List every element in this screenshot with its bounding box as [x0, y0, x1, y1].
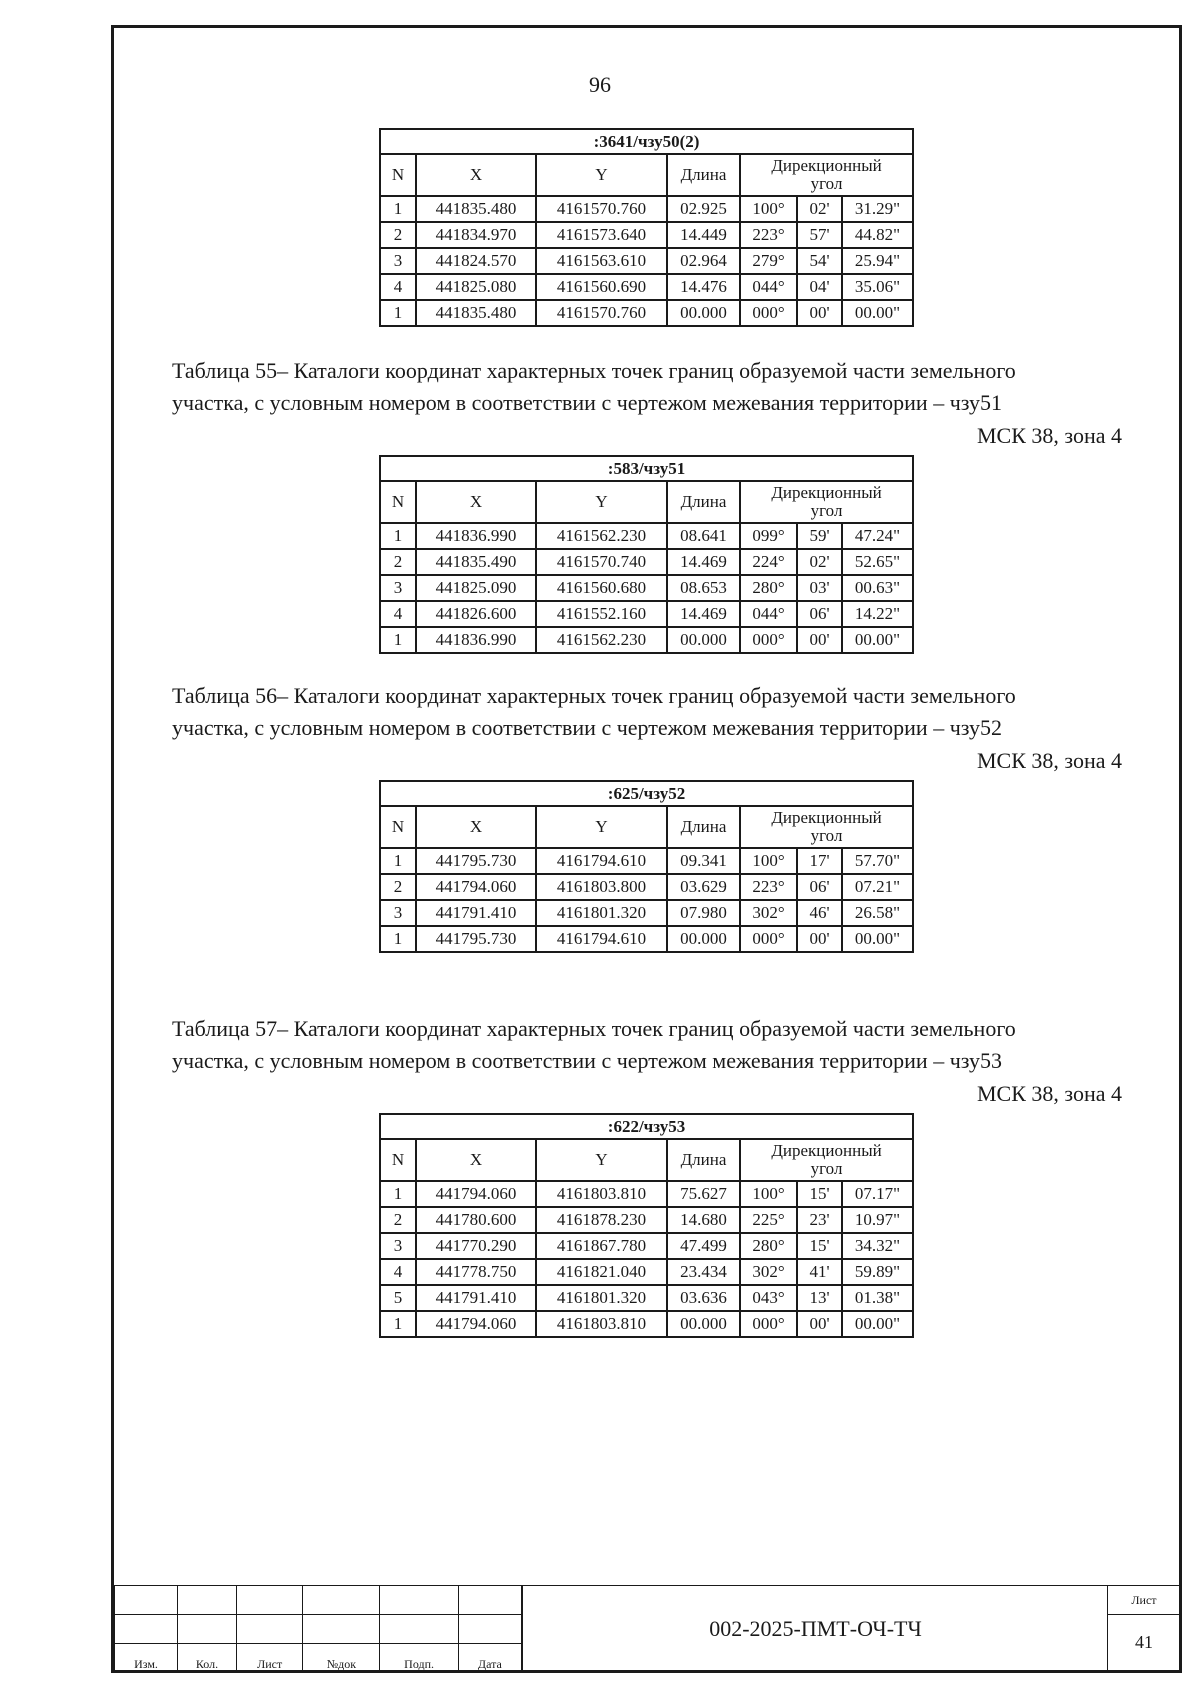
point-number: 1 [380, 300, 416, 326]
caption-line: участка, с условным номером в соответствии с чертежом межевания территории – чзу53 [172, 1048, 1002, 1073]
table-title-row [380, 456, 913, 481]
sheet-box [1107, 1585, 1180, 1671]
header-azimuth-line: угол [810, 174, 843, 193]
header-azimuth-line: угол [810, 501, 843, 520]
coord-x: 441836.990 [416, 523, 536, 549]
coord-y: 4161560.690 [536, 274, 667, 300]
segment-length: 23.434 [667, 1259, 740, 1285]
header-n: N [380, 1139, 416, 1181]
coord-y: 4161570.740 [536, 549, 667, 575]
segment-length: 47.499 [667, 1233, 740, 1259]
header-azimuth [740, 1139, 913, 1181]
coord-y: 4161563.610 [536, 248, 667, 274]
coord-y: 4161570.760 [536, 300, 667, 326]
coord-x: 441825.080 [416, 274, 536, 300]
azimuth-degrees: 100° [740, 1181, 797, 1207]
coordinate-table [379, 780, 914, 953]
coordinate-table [379, 128, 914, 327]
azimuth-minutes: 46' [797, 900, 842, 926]
coord-y: 4161803.800 [536, 874, 667, 900]
coord-x: 441778.750 [416, 1259, 536, 1285]
point-number: 1 [380, 926, 416, 952]
azimuth-seconds: 00.00" [842, 300, 913, 326]
table-row [380, 1311, 913, 1337]
coordinate-table [379, 455, 914, 654]
crs-label: МСК 38, зона 4 [976, 423, 1122, 448]
coord-x: 441835.490 [416, 549, 536, 575]
table-row [380, 874, 913, 900]
point-number: 4 [380, 601, 416, 627]
coord-y: 4161570.760 [536, 196, 667, 222]
stamp-col-label: Изм. [115, 1644, 178, 1673]
table-row [380, 196, 913, 222]
azimuth-seconds: 00.00" [842, 627, 913, 653]
azimuth-seconds: 57.70" [842, 848, 913, 874]
segment-length: 75.627 [667, 1181, 740, 1207]
azimuth-degrees: 000° [740, 300, 797, 326]
point-number: 3 [380, 900, 416, 926]
segment-length: 14.469 [667, 601, 740, 627]
stamp-col-label: Дата [458, 1644, 521, 1673]
azimuth-seconds: 34.32" [842, 1233, 913, 1259]
caption-line: участка, с условным номером в соответствии с чертежом межевания территории – чзу51 [172, 390, 1002, 415]
azimuth-seconds: 26.58" [842, 900, 913, 926]
coord-x: 441825.090 [416, 575, 536, 601]
coord-y: 4161562.230 [536, 627, 667, 653]
point-number: 3 [380, 248, 416, 274]
stamp-col-label: №док [303, 1644, 380, 1673]
coord-x: 441791.410 [416, 900, 536, 926]
azimuth-degrees: 279° [740, 248, 797, 274]
caption-line: Таблица 57– Каталоги координат характерных точек границ образуемой части земельного [172, 1016, 1016, 1041]
point-number: 1 [380, 523, 416, 549]
caption-line: участка, с условным номером в соответствии с чертежом межевания территории – чзу52 [172, 715, 1002, 740]
segment-length: 14.449 [667, 222, 740, 248]
coord-y: 4161794.610 [536, 848, 667, 874]
table-row [380, 575, 913, 601]
header-azimuth-line: угол [810, 1159, 843, 1178]
document-code: 002-2025-ПМТ-ОЧ-ТЧ [522, 1585, 1108, 1671]
caption-line: Таблица 55– Каталоги координат характерных точек границ образуемой части земельного [172, 358, 1016, 383]
coord-x: 441794.060 [416, 1311, 536, 1337]
azimuth-minutes: 00' [797, 1311, 842, 1337]
header-x: X [416, 806, 536, 848]
azimuth-degrees: 000° [740, 926, 797, 952]
header-n: N [380, 806, 416, 848]
table-row [380, 601, 913, 627]
header-azimuth [740, 154, 913, 196]
point-number: 2 [380, 1207, 416, 1233]
coord-y: 4161878.230 [536, 1207, 667, 1233]
table-row [380, 274, 913, 300]
crs-label: МСК 38, зона 4 [976, 748, 1122, 773]
segment-length: 03.636 [667, 1285, 740, 1311]
table-row [380, 627, 913, 653]
table-row [380, 1207, 913, 1233]
point-number: 3 [380, 1233, 416, 1259]
azimuth-degrees: 000° [740, 627, 797, 653]
azimuth-minutes: 06' [797, 874, 842, 900]
azimuth-degrees: 100° [740, 196, 797, 222]
sheet-number: 41 [1135, 1632, 1153, 1652]
azimuth-minutes: 23' [797, 1207, 842, 1233]
azimuth-minutes: 03' [797, 575, 842, 601]
azimuth-minutes: 04' [797, 274, 842, 300]
point-number: 2 [380, 549, 416, 575]
azimuth-minutes: 02' [797, 196, 842, 222]
coord-x: 441780.600 [416, 1207, 536, 1233]
table-row [380, 1259, 913, 1285]
table-header-row [380, 1139, 913, 1181]
revision-grid [114, 1585, 522, 1673]
coord-x: 441770.290 [416, 1233, 536, 1259]
header-y: Y [536, 481, 667, 523]
header-azimuth [740, 481, 913, 523]
segment-length: 14.680 [667, 1207, 740, 1233]
azimuth-seconds: 47.24" [842, 523, 913, 549]
azimuth-degrees: 099° [740, 523, 797, 549]
table-row [380, 848, 913, 874]
table-row [380, 1285, 913, 1311]
azimuth-degrees: 044° [740, 274, 797, 300]
table-row [380, 926, 913, 952]
azimuth-minutes: 00' [797, 926, 842, 952]
header-length: Длина [667, 481, 740, 523]
header-azimuth-line: угол [810, 826, 843, 845]
coord-x: 441824.570 [416, 248, 536, 274]
azimuth-seconds: 07.17" [842, 1181, 913, 1207]
coord-y: 4161803.810 [536, 1311, 667, 1337]
coord-y: 4161552.160 [536, 601, 667, 627]
segment-length: 02.925 [667, 196, 740, 222]
coord-x: 441795.730 [416, 848, 536, 874]
azimuth-seconds: 00.63" [842, 575, 913, 601]
azimuth-degrees: 223° [740, 222, 797, 248]
azimuth-seconds: 00.00" [842, 1311, 913, 1337]
segment-length: 08.641 [667, 523, 740, 549]
header-y: Y [536, 806, 667, 848]
azimuth-degrees: 044° [740, 601, 797, 627]
azimuth-minutes: 41' [797, 1259, 842, 1285]
table-title-row [380, 1114, 913, 1139]
table-title-row [380, 129, 913, 154]
segment-length: 02.964 [667, 248, 740, 274]
azimuth-minutes: 54' [797, 248, 842, 274]
azimuth-seconds: 00.00" [842, 926, 913, 952]
coord-x: 441794.060 [416, 874, 536, 900]
header-length: Длина [667, 1139, 740, 1181]
coordinate-table [379, 1113, 914, 1338]
header-azimuth [740, 806, 913, 848]
segment-length: 03.629 [667, 874, 740, 900]
header-y: Y [536, 154, 667, 196]
header-azimuth-line: Дирекционный [771, 483, 882, 502]
coord-y: 4161573.640 [536, 222, 667, 248]
point-number: 3 [380, 575, 416, 601]
coord-x: 441794.060 [416, 1181, 536, 1207]
azimuth-minutes: 06' [797, 601, 842, 627]
azimuth-minutes: 13' [797, 1285, 842, 1311]
azimuth-seconds: 07.21" [842, 874, 913, 900]
azimuth-seconds: 01.38" [842, 1285, 913, 1311]
coord-y: 4161821.040 [536, 1259, 667, 1285]
azimuth-seconds: 35.06" [842, 274, 913, 300]
table-row [380, 300, 913, 326]
point-number: 2 [380, 874, 416, 900]
header-azimuth-line: Дирекционный [771, 808, 882, 827]
coord-x: 441834.970 [416, 222, 536, 248]
table-title-row [380, 781, 913, 806]
coord-y: 4161794.610 [536, 926, 667, 952]
azimuth-degrees: 000° [740, 1311, 797, 1337]
coord-x: 441826.600 [416, 601, 536, 627]
point-number: 4 [380, 1259, 416, 1285]
table-row [380, 900, 913, 926]
table-caption [172, 355, 1122, 419]
segment-length: 00.000 [667, 1311, 740, 1337]
crs-label: МСК 38, зона 4 [976, 1081, 1122, 1106]
coord-y: 4161801.320 [536, 1285, 667, 1311]
coord-y: 4161560.680 [536, 575, 667, 601]
header-x: X [416, 481, 536, 523]
table-title: :625/чзу52 [380, 781, 913, 806]
azimuth-minutes: 17' [797, 848, 842, 874]
stamp-col-label: Лист [237, 1644, 303, 1673]
table-row [380, 1181, 913, 1207]
azimuth-degrees: 302° [740, 900, 797, 926]
table-row [380, 222, 913, 248]
coord-y: 4161562.230 [536, 523, 667, 549]
azimuth-degrees: 100° [740, 848, 797, 874]
azimuth-degrees: 223° [740, 874, 797, 900]
title-block [114, 1585, 1179, 1670]
table-header-row [380, 806, 913, 848]
azimuth-degrees: 225° [740, 1207, 797, 1233]
azimuth-seconds: 59.89" [842, 1259, 913, 1285]
header-length: Длина [667, 806, 740, 848]
point-number: 1 [380, 1311, 416, 1337]
segment-length: 00.000 [667, 300, 740, 326]
header-x: X [416, 1139, 536, 1181]
point-number: 1 [380, 848, 416, 874]
header-x: X [416, 154, 536, 196]
point-number: 1 [380, 627, 416, 653]
azimuth-degrees: 280° [740, 575, 797, 601]
azimuth-degrees: 043° [740, 1285, 797, 1311]
segment-length: 00.000 [667, 926, 740, 952]
header-n: N [380, 481, 416, 523]
table-caption [172, 680, 1122, 744]
coord-x: 441795.730 [416, 926, 536, 952]
table-row [380, 248, 913, 274]
azimuth-minutes: 57' [797, 222, 842, 248]
point-number: 5 [380, 1285, 416, 1311]
stamp-col-label: Подп. [380, 1644, 458, 1673]
azimuth-seconds: 31.29" [842, 196, 913, 222]
segment-length: 09.341 [667, 848, 740, 874]
azimuth-seconds: 25.94" [842, 248, 913, 274]
coord-y: 4161803.810 [536, 1181, 667, 1207]
segment-length: 07.980 [667, 900, 740, 926]
azimuth-minutes: 02' [797, 549, 842, 575]
point-number: 4 [380, 274, 416, 300]
table-row [380, 1233, 913, 1259]
segment-length: 08.653 [667, 575, 740, 601]
header-azimuth-line: Дирекционный [771, 1141, 882, 1160]
coord-x: 441791.410 [416, 1285, 536, 1311]
point-number: 1 [380, 196, 416, 222]
header-y: Y [536, 1139, 667, 1181]
azimuth-minutes: 00' [797, 627, 842, 653]
point-number: 1 [380, 1181, 416, 1207]
azimuth-degrees: 280° [740, 1233, 797, 1259]
header-azimuth-line: Дирекционный [771, 156, 882, 175]
sheet-label: Лист [1108, 1586, 1180, 1615]
table-title: :3641/чзу50(2) [380, 129, 913, 154]
azimuth-seconds: 14.22" [842, 601, 913, 627]
azimuth-minutes: 15' [797, 1181, 842, 1207]
segment-length: 14.476 [667, 274, 740, 300]
table-row [380, 549, 913, 575]
segment-length: 14.469 [667, 549, 740, 575]
azimuth-degrees: 224° [740, 549, 797, 575]
coord-y: 4161867.780 [536, 1233, 667, 1259]
coord-y: 4161801.320 [536, 900, 667, 926]
azimuth-seconds: 44.82" [842, 222, 913, 248]
coord-x: 441835.480 [416, 300, 536, 326]
table-caption [172, 1013, 1122, 1077]
azimuth-minutes: 59' [797, 523, 842, 549]
point-number: 2 [380, 222, 416, 248]
header-n: N [380, 154, 416, 196]
header-length: Длина [667, 154, 740, 196]
azimuth-seconds: 52.65" [842, 549, 913, 575]
azimuth-degrees: 302° [740, 1259, 797, 1285]
coord-x: 441835.480 [416, 196, 536, 222]
azimuth-minutes: 00' [797, 300, 842, 326]
table-title: :622/чзу53 [380, 1114, 913, 1139]
table-title: :583/чзу51 [380, 456, 913, 481]
coord-x: 441836.990 [416, 627, 536, 653]
table-row [380, 523, 913, 549]
table-header-row [380, 154, 913, 196]
caption-line: Таблица 56– Каталоги координат характерных точек границ образуемой части земельного [172, 683, 1016, 708]
segment-length: 00.000 [667, 627, 740, 653]
azimuth-seconds: 10.97" [842, 1207, 913, 1233]
azimuth-minutes: 15' [797, 1233, 842, 1259]
page-number: 96 [589, 72, 611, 97]
stamp-col-label: Кол. [178, 1644, 237, 1673]
table-header-row [380, 481, 913, 523]
